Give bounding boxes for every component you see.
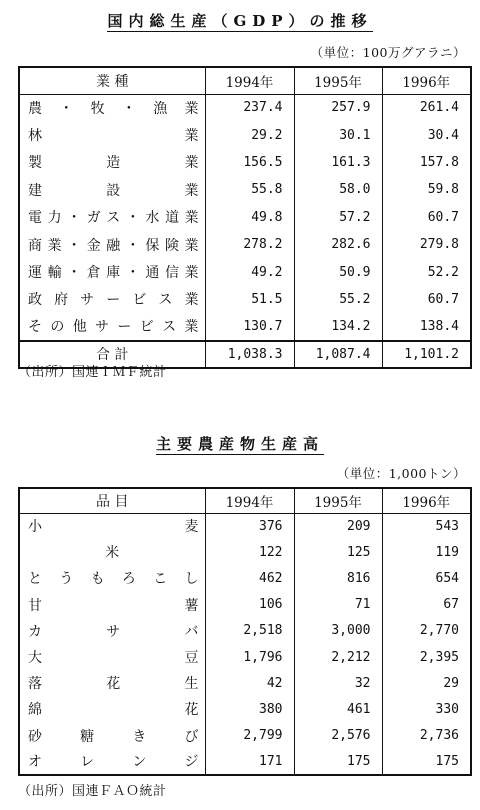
label-char: 薯 <box>184 597 199 614</box>
crop-item-row-label <box>19 618 205 644</box>
gdp-sector-value: 157.8 <box>382 149 471 176</box>
label-char: ・ <box>67 210 82 227</box>
gdp-sector-row <box>19 149 471 176</box>
gdp-total-value: 1,101.2 <box>382 341 471 368</box>
label-char: 生 <box>184 676 199 693</box>
crop-item-value: 1,796 <box>205 644 294 670</box>
label-char: 業 <box>184 265 199 282</box>
gdp-header-sector: 業 種 <box>19 67 205 94</box>
label-char: と <box>28 571 42 588</box>
label-char: 運 <box>28 265 42 282</box>
label-char: ビ <box>139 319 154 336</box>
gdp-sector-row <box>19 258 471 285</box>
label-char: 保 <box>145 237 160 254</box>
gdp-sector-row <box>19 176 471 203</box>
label-char: こ <box>153 571 168 588</box>
crops-header-item: 品 目 <box>19 488 205 513</box>
crops-table-title: 主要農産物生産高 <box>155 435 324 453</box>
crop-item-value: 2,518 <box>205 618 294 644</box>
crop-item-value: 543 <box>382 513 471 539</box>
label-char: ・ <box>125 237 140 254</box>
label-char: 信 <box>164 265 179 282</box>
crop-item-value: 106 <box>205 592 294 618</box>
crop-item-row-label <box>19 592 205 618</box>
gdp-table <box>18 66 472 369</box>
gdp-header-year: 1994年 <box>205 67 294 94</box>
label-char: 他 <box>72 319 87 336</box>
crop-item-row <box>19 539 471 565</box>
label-char: 業 <box>184 237 199 254</box>
gdp-sector-value: 58.0 <box>294 176 382 203</box>
crop-item-row <box>19 670 471 696</box>
crop-item-value: 209 <box>294 513 382 539</box>
crop-item-row <box>19 513 471 539</box>
gdp-sector-row-label <box>19 231 205 258</box>
gdp-header-year: 1996年 <box>382 67 471 94</box>
gdp-sector-value: 30.1 <box>294 121 382 148</box>
crop-item-row <box>19 565 471 591</box>
label-char: 農 <box>28 100 42 117</box>
crops-header-year: 1994年 <box>205 488 294 513</box>
crops-header-year: 1996年 <box>382 488 471 513</box>
crop-item-value: 175 <box>382 749 471 775</box>
gdp-sector-value: 138.4 <box>382 313 471 340</box>
crop-item-value: 2,799 <box>205 723 294 749</box>
gdp-sector-row <box>19 204 471 231</box>
label-char: 業 <box>184 182 199 199</box>
crop-item-value: 654 <box>382 565 471 591</box>
label-char: 業 <box>184 210 199 227</box>
gdp-sector-value: 55.2 <box>294 286 382 313</box>
label-char: ジ <box>184 754 199 771</box>
crop-item-value: 125 <box>294 539 382 565</box>
crop-item-row-label <box>19 513 205 539</box>
gdp-sector-row <box>19 286 471 313</box>
crops-header-year: 1995年 <box>294 488 382 513</box>
crop-item-value: 32 <box>294 670 382 696</box>
label-char: も <box>90 571 105 588</box>
label-char: 甘 <box>28 597 42 614</box>
label-char: バ <box>184 623 199 640</box>
label-char: ー <box>117 319 132 336</box>
gdp-total-value: 1,087.4 <box>294 341 382 368</box>
crop-item-value: 67 <box>382 592 471 618</box>
crop-item-row-label <box>19 565 205 591</box>
gdp-sector-row-label <box>19 313 205 340</box>
crop-item-value: 380 <box>205 696 294 722</box>
crop-item-value: 175 <box>294 749 382 775</box>
label-char: 林 <box>28 128 42 145</box>
label-char: 大 <box>28 650 42 667</box>
label-char: オ <box>28 754 42 771</box>
label-char: び <box>184 728 199 745</box>
gdp-sector-value: 55.8 <box>205 176 294 203</box>
crop-item-row <box>19 696 471 722</box>
gdp-sector-row-label <box>19 176 205 203</box>
gdp-sector-value: 261.4 <box>382 94 471 121</box>
gdp-sector-row-label <box>19 94 205 121</box>
label-char: 険 <box>164 237 179 254</box>
gdp-unit-note: （単位：100万グアラニ） <box>310 45 466 60</box>
label-char: 輸 <box>47 265 62 282</box>
gdp-sector-value: 282.6 <box>294 231 382 258</box>
gdp-sector-value: 30.4 <box>382 121 471 148</box>
label-char: の <box>50 319 65 336</box>
gdp-sector-value: 237.4 <box>205 94 294 121</box>
label-char: う <box>59 571 74 588</box>
label-char: ス <box>106 210 121 227</box>
label-char: 米 <box>105 545 120 562</box>
crop-item-row-label <box>19 644 205 670</box>
label-char: 建 <box>28 182 42 199</box>
crop-item-value: 462 <box>205 565 294 591</box>
label-char: 水 <box>145 210 160 227</box>
gdp-sector-value: 49.8 <box>205 204 294 231</box>
label-char: し <box>184 571 199 588</box>
gdp-source-note: （出所）国連ＩＭＦ統計 <box>18 365 167 380</box>
crop-item-row <box>19 644 471 670</box>
label-char: 業 <box>184 319 199 336</box>
label-char: ・ <box>59 100 74 117</box>
crop-item-row-label <box>19 723 205 749</box>
gdp-table-title: 国内総生産（GDP）の推移 <box>107 12 373 30</box>
gdp-sector-row-label <box>19 204 205 231</box>
label-char: 業 <box>184 128 199 145</box>
crop-item-row <box>19 618 471 644</box>
crop-item-value: 461 <box>294 696 382 722</box>
label-char: 業 <box>184 100 199 117</box>
gdp-sector-value: 29.2 <box>205 121 294 148</box>
crop-item-value: 816 <box>294 565 382 591</box>
crop-item-value: 2,770 <box>382 618 471 644</box>
crop-item-value: 71 <box>294 592 382 618</box>
label-char: 製 <box>28 155 42 172</box>
label-char: 業 <box>184 155 199 172</box>
gdp-sector-row <box>19 231 471 258</box>
label-char: 道 <box>164 210 179 227</box>
crop-item-value: 2,212 <box>294 644 382 670</box>
label-char: カ <box>28 623 42 640</box>
label-char: ー <box>106 292 121 309</box>
label-char: 糖 <box>80 728 95 745</box>
gdp-total-label: 合 計 <box>19 341 205 368</box>
gdp-sector-row-label <box>19 121 205 148</box>
label-char: サ <box>106 623 121 640</box>
label-char: サ <box>95 319 110 336</box>
label-char: ス <box>162 319 177 336</box>
label-char: 漁 <box>153 100 168 117</box>
label-char: サ <box>80 292 95 309</box>
gdp-sector-value: 279.8 <box>382 231 471 258</box>
crop-item-row-label <box>19 539 205 565</box>
label-char: ン <box>132 754 147 771</box>
label-char: 設 <box>106 182 121 199</box>
gdp-sector-value: 134.2 <box>294 313 382 340</box>
label-char: 商 <box>28 237 42 254</box>
label-char: 電 <box>28 210 42 227</box>
gdp-sector-value: 59.8 <box>382 176 471 203</box>
label-char: 造 <box>106 155 121 172</box>
label-char: ・ <box>67 265 82 282</box>
gdp-sector-value: 161.3 <box>294 149 382 176</box>
gdp-sector-value: 49.2 <box>205 258 294 285</box>
label-char: き <box>132 728 147 745</box>
crop-item-value: 330 <box>382 696 471 722</box>
gdp-sector-value: 257.9 <box>294 94 382 121</box>
label-char: ビ <box>132 292 147 309</box>
label-char: ・ <box>125 265 140 282</box>
label-char: レ <box>80 754 95 771</box>
gdp-sector-value: 278.2 <box>205 231 294 258</box>
crop-item-value: 42 <box>205 670 294 696</box>
label-char: 府 <box>54 292 69 309</box>
label-char: 落 <box>28 676 42 693</box>
label-char: 砂 <box>28 728 42 745</box>
gdp-sector-value: 130.7 <box>205 313 294 340</box>
crop-item-row-label <box>19 670 205 696</box>
label-char: ・ <box>121 100 136 117</box>
label-char: ス <box>158 292 173 309</box>
label-char: 業 <box>184 292 199 309</box>
label-char: ・ <box>125 210 140 227</box>
label-char: 花 <box>106 676 121 693</box>
label-char: 力 <box>47 210 62 227</box>
crops-unit-note: （単位：1,000トン） <box>336 466 466 481</box>
label-char: 麦 <box>184 519 199 536</box>
gdp-sector-row <box>19 94 471 121</box>
label-char: ろ <box>121 571 136 588</box>
crop-item-row <box>19 723 471 749</box>
crop-item-value: 2,395 <box>382 644 471 670</box>
gdp-sector-value: 50.9 <box>294 258 382 285</box>
crop-item-row <box>19 749 471 775</box>
gdp-sector-value: 60.7 <box>382 204 471 231</box>
gdp-sector-row <box>19 121 471 148</box>
label-char: 政 <box>28 292 42 309</box>
gdp-sector-row-label <box>19 286 205 313</box>
crops-table <box>18 487 472 776</box>
gdp-sector-value: 60.7 <box>382 286 471 313</box>
crop-item-value: 171 <box>205 749 294 775</box>
crop-item-value: 2,736 <box>382 723 471 749</box>
gdp-total-value: 1,038.3 <box>205 341 294 368</box>
gdp-sector-row-label <box>19 258 205 285</box>
label-char: 業 <box>47 237 62 254</box>
crop-item-value: 119 <box>382 539 471 565</box>
gdp-sector-row <box>19 313 471 340</box>
crop-item-value: 29 <box>382 670 471 696</box>
label-char: 綿 <box>28 702 42 719</box>
gdp-sector-value: 57.2 <box>294 204 382 231</box>
label-char: 通 <box>145 265 160 282</box>
label-char: ガ <box>86 210 101 227</box>
label-char: 融 <box>106 237 121 254</box>
label-char: 倉 <box>86 265 101 282</box>
label-char: そ <box>28 319 42 336</box>
crop-item-value: 376 <box>205 513 294 539</box>
crop-item-row-label <box>19 696 205 722</box>
gdp-sector-row-label <box>19 149 205 176</box>
gdp-sector-value: 156.5 <box>205 149 294 176</box>
crop-item-value: 3,000 <box>294 618 382 644</box>
label-char: 金 <box>86 237 101 254</box>
crop-item-row-label <box>19 749 205 775</box>
label-char: 豆 <box>184 650 199 667</box>
crop-item-row <box>19 592 471 618</box>
label-char: 庫 <box>106 265 121 282</box>
gdp-sector-value: 51.5 <box>205 286 294 313</box>
gdp-header-year: 1995年 <box>294 67 382 94</box>
crop-item-value: 122 <box>205 539 294 565</box>
label-char: 花 <box>184 702 199 719</box>
label-char: 小 <box>28 519 42 536</box>
crop-item-value: 2,576 <box>294 723 382 749</box>
label-char: ・ <box>67 237 82 254</box>
label-char: 牧 <box>90 100 105 117</box>
gdp-sector-value: 52.2 <box>382 258 471 285</box>
crops-source-note: （出所）国連ＦＡＯ統計 <box>18 784 167 799</box>
